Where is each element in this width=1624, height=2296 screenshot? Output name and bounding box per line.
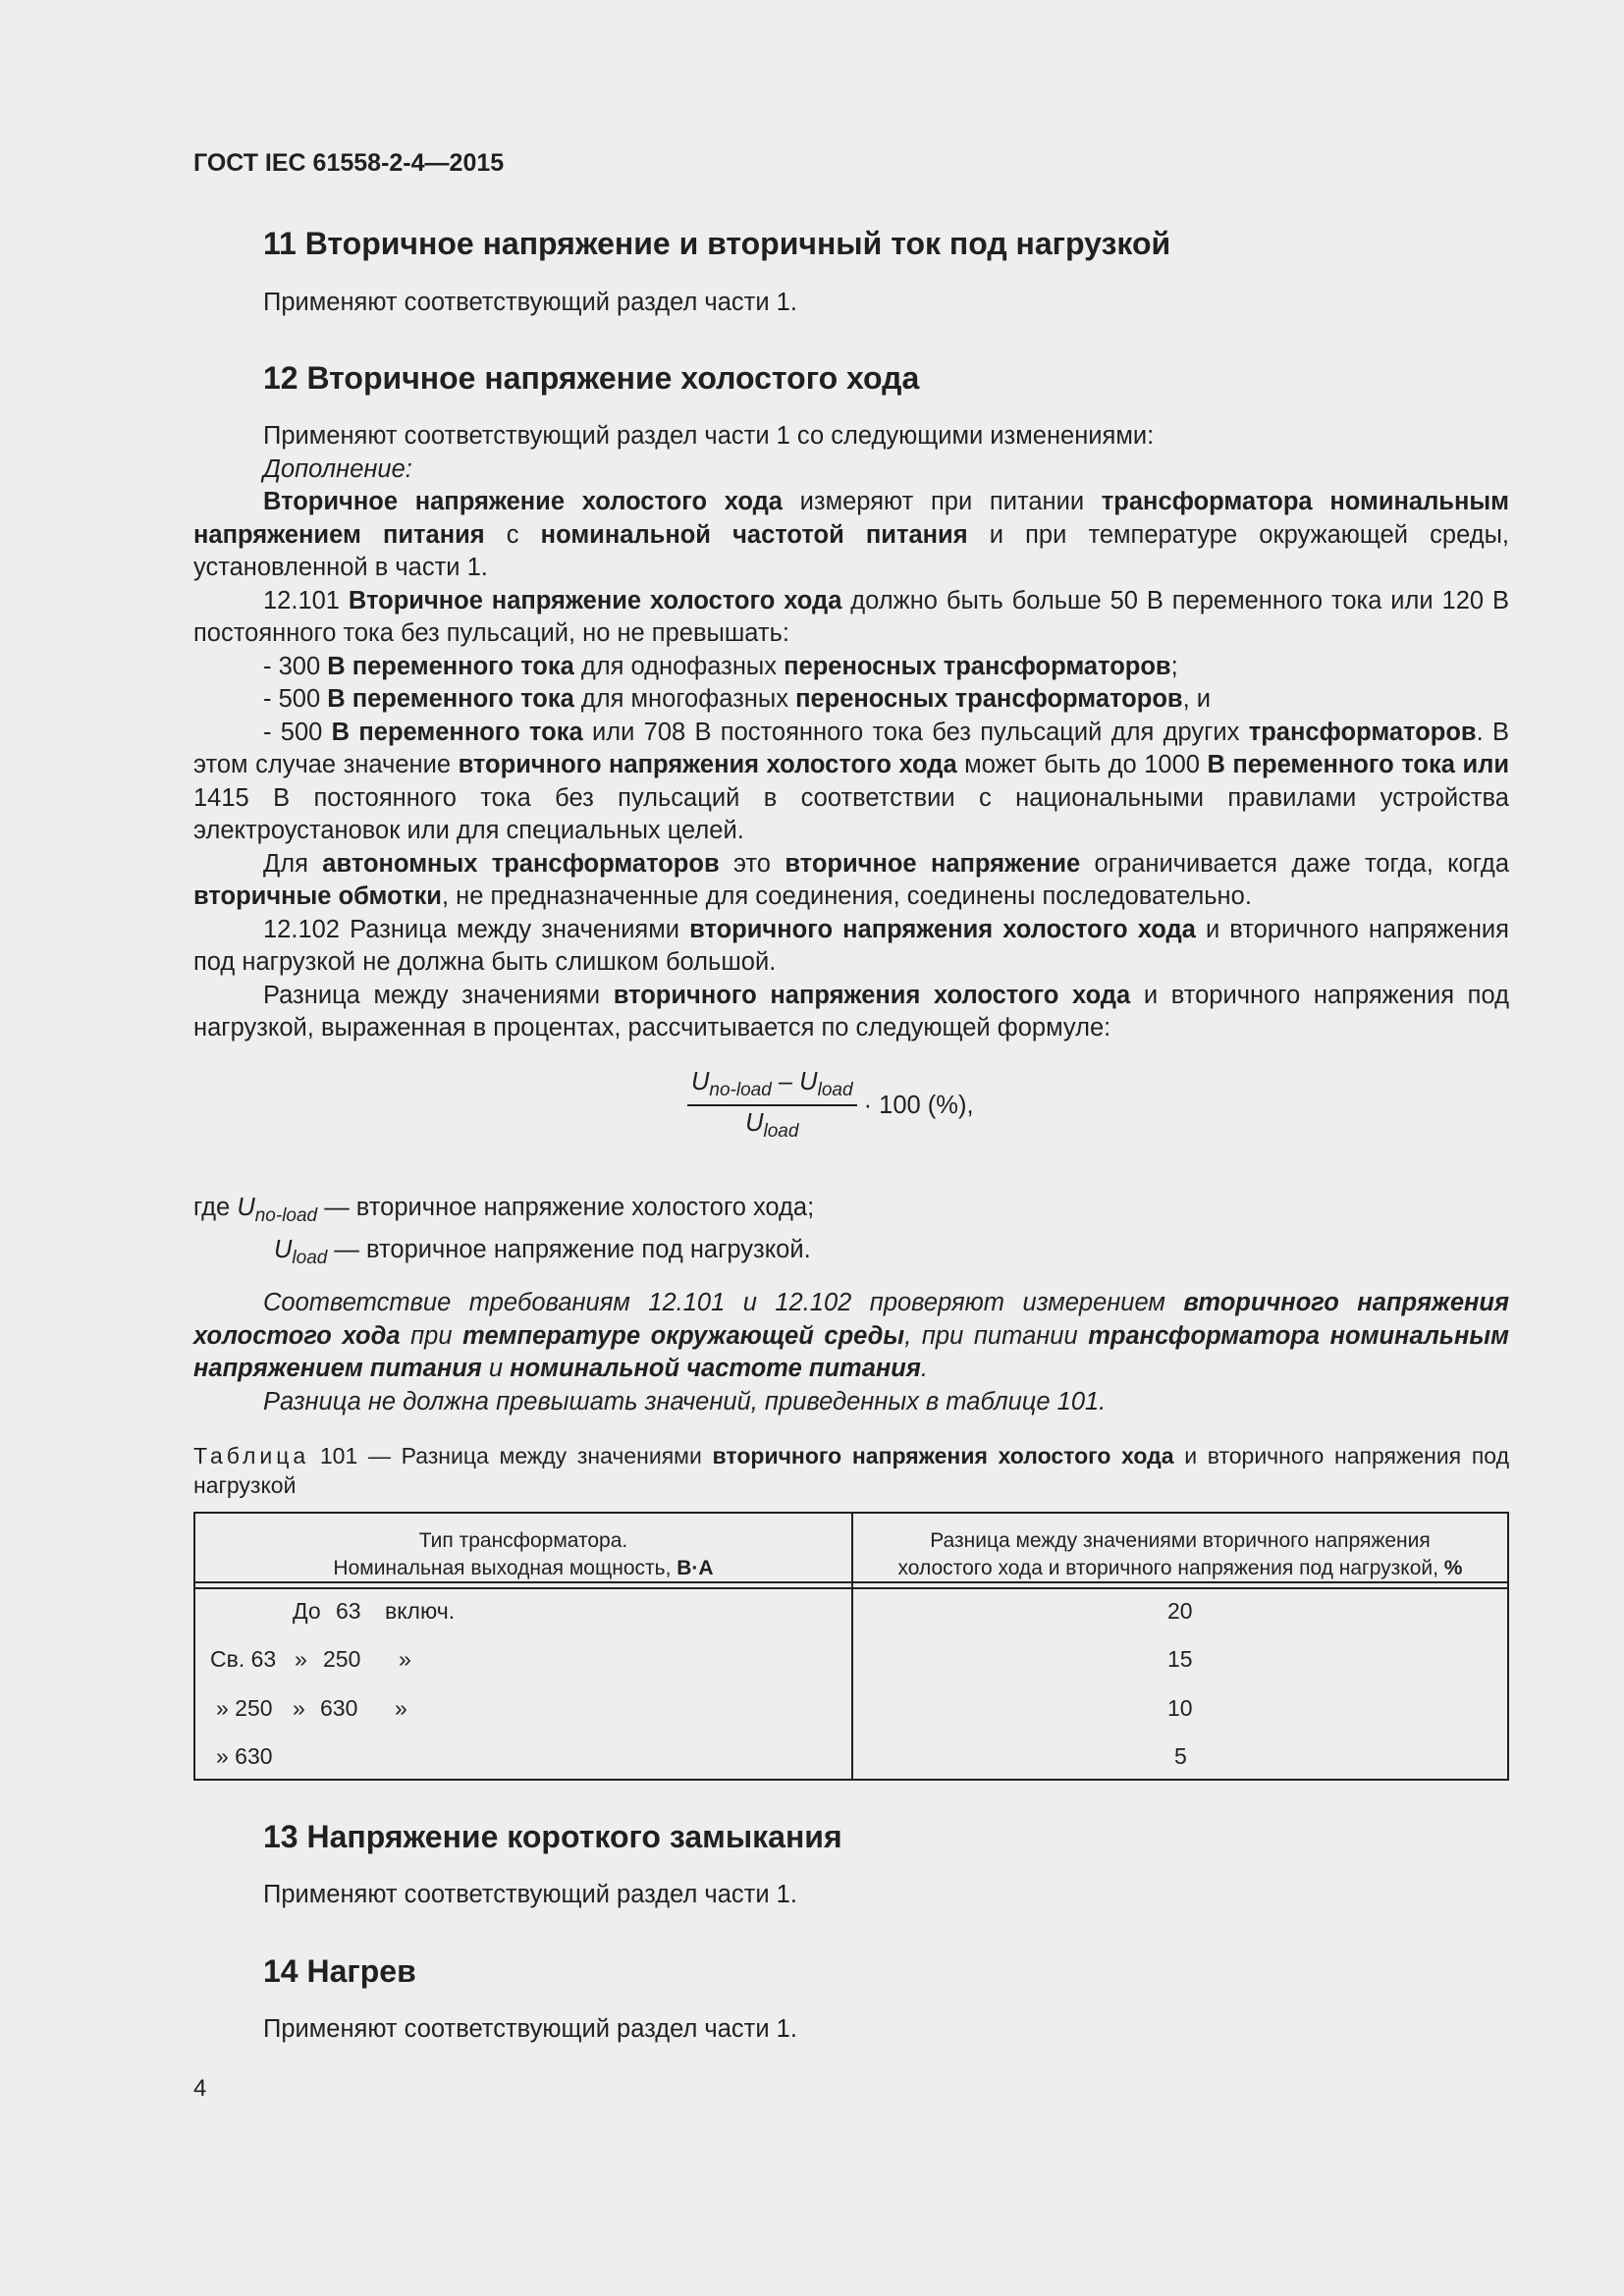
legend-noload: где $U_{no-load}$ — вторичное напряжение холостого хода; [193, 1194, 815, 1227]
table-cell: » 250 [216, 1695, 273, 1721]
difference-formula [687, 1068, 974, 1143]
section-12-intro: Применяют соответствующий раздел части 1 со следующими изменениями: [263, 422, 1155, 450]
table-cell: 630 [320, 1695, 358, 1721]
formula-factor: · 100 (%), [856, 1091, 974, 1119]
section-13-title: 13 Напряжение короткого замыкания [263, 1819, 842, 1854]
table-cell: » [399, 1646, 411, 1672]
table-cell: включ. [385, 1598, 456, 1624]
table-caption: Таблица 101 — Разница между значениями вторичного напряжения холостого хода и вторичного напряжения под нагрузкой [193, 1443, 1509, 1498]
section-12-body [193, 420, 1509, 1045]
list-item: - 500 В переменного тока для многофазных переносных трансформаторов, и [263, 685, 1211, 713]
paragraph-12-102: 12.102 Разница между значениями вторичного напряжения холостого хода и вторичного напряжения под нагрузкой не должна быть слишком большой. [193, 915, 1509, 976]
formula-denominator: $U_{load}$ [745, 1109, 799, 1143]
table-header-difference: Разница между значениями вторичного напряжения холостого хода и вторичного напряжения под нагрузкой, % [897, 1529, 1463, 1579]
table-cell: 63 [336, 1598, 361, 1624]
legend-load: $U_{load}$ — вторичное напряжение под нагрузкой. [274, 1236, 811, 1269]
table-cell: 15 [1167, 1646, 1193, 1672]
section-14-title: 14 Нагрев [263, 1953, 416, 1989]
formula-fraction [687, 1068, 857, 1143]
paragraph-formula-intro: Разница между значениями вторичного напряжения холостого хода и вторичного напряжения под нагрузкой, выраженная в процентах, рассчитывается по следующей формуле: [193, 981, 1509, 1041]
formula-numerator: $U_{no-load} - U_{load}$ [687, 1068, 857, 1106]
table-header-power: Тип трансформатора. Номинальная выходная мощность, В·А [333, 1529, 714, 1579]
paragraph-noload-measure: Вторичное напряжение холостого хода измеряют при питании трансформатора номинальным напряжением питания с номинальной частотой питания и при температуре окружающей среды, установленной в части 1. [193, 488, 1510, 581]
table-cell: 250 [323, 1646, 361, 1672]
difference-note: Разница не должна превышать значений, приведенных в таблице 101. [263, 1387, 1107, 1415]
section-14-text: Применяют соответствующий раздел части 1. [263, 2015, 797, 2043]
page-number: 4 [193, 2075, 207, 2102]
table-cell: » 630 [216, 1743, 273, 1769]
table-101 [193, 1512, 1509, 1781]
formula-legend [193, 1191, 1509, 1275]
paragraph-autonomous: Для автономных трансформаторов это вторичное напряжение ограничивается даже тогда, когда вторичные обмотки, не предназначенные для соединения, соединены последовательно. [193, 849, 1509, 910]
table-cell: До [293, 1598, 321, 1624]
table-cell: 20 [1167, 1598, 1193, 1624]
compliance-text: Соответствие требованиям 12.101 и 12.102 проверяют измерением вторичного напряжения холостого хода при температуре окружающей среды, при питании трансформатора номинальным напряжением питания и номинальной частоте питания. [193, 1289, 1509, 1382]
section-13-text: Применяют соответствующий раздел части 1. [263, 1881, 797, 1908]
table-cell: » [295, 1646, 307, 1672]
section-11-text: Применяют соответствующий раздел части 1. [263, 289, 797, 316]
compliance-block [193, 1287, 1509, 1418]
table-cell: » [395, 1695, 407, 1721]
section-11-title: 11 Вторичное напряжение и вторичный ток под нагрузкой [263, 226, 1171, 261]
table-header-rule [195, 1587, 1507, 1589]
table-cell: 5 [1174, 1743, 1187, 1769]
list-item: - 300 В переменного тока для однофазных переносных трансформаторов; [263, 652, 1178, 680]
addition-label: Дополнение: [263, 454, 412, 483]
section-12-title: 12 Вторичное напряжение холостого хода [263, 360, 920, 396]
table-cell: » [293, 1695, 305, 1721]
list-item: - 500 В переменного тока или 708 В постоянного тока без пульсаций для других трансформаторов. В этом случае значение вторичного напряжения холостого хода может быть до 1000 В переменного тока или 1415 В постоянного тока без пульсаций в соответствии с национальными правилами устройства электроустановок или для специальных целей. [193, 718, 1510, 844]
table-cell: 10 [1167, 1695, 1193, 1721]
paragraph-12-101: 12.101 Вторичное напряжение холостого хода должно быть больше 50 В переменного тока или 120 В постоянного тока без пульсаций, но не превышать: [193, 586, 1509, 647]
table-cell: Св. 63 [210, 1646, 277, 1672]
standard-code: ГОСТ IEC 61558-2-4—2015 [193, 149, 505, 177]
